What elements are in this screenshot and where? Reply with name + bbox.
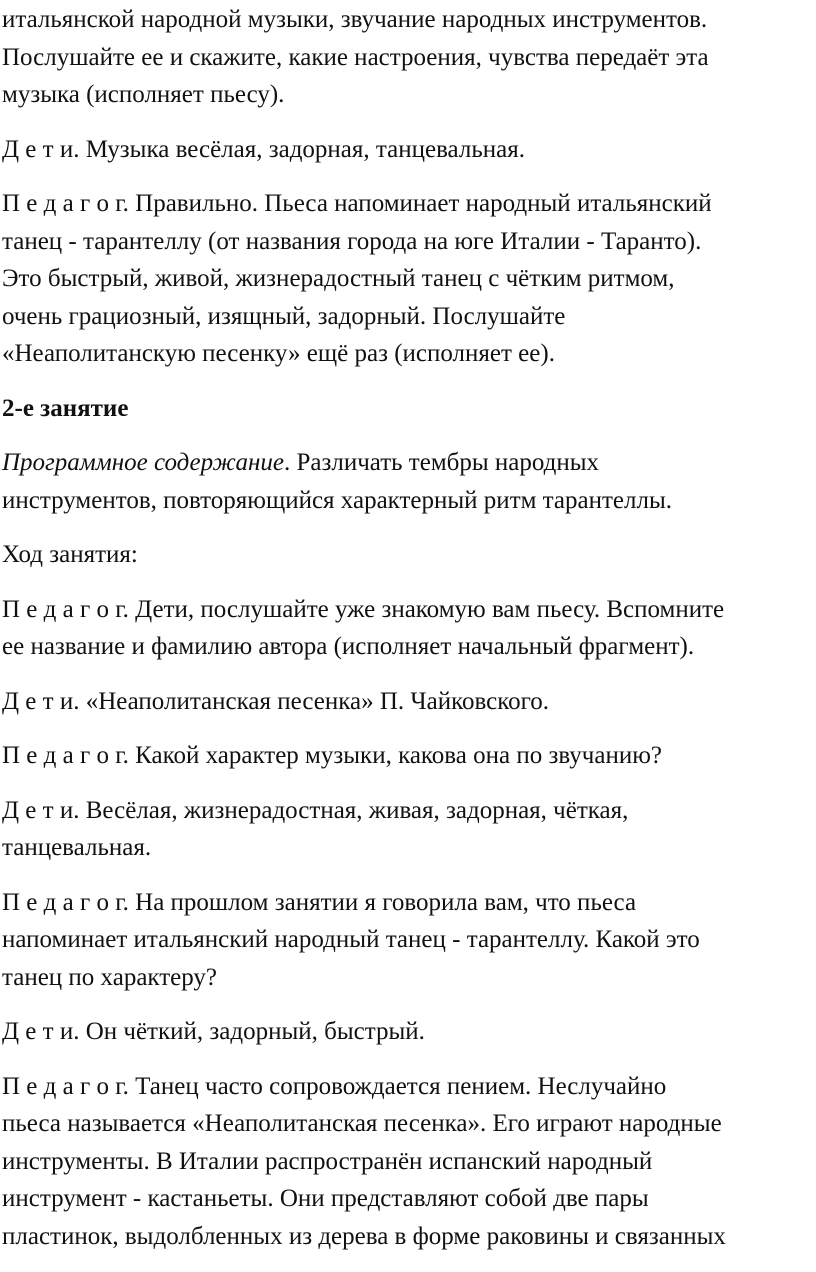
text-line: музыка (исполняет пьесу). [2, 81, 285, 108]
text-line: Д е т и. Он чёткий, задорный, быстрый. [2, 1018, 425, 1045]
paragraph-teacher [2, 884, 815, 997]
program-content [2, 444, 815, 519]
text-line: П е д а г о г. Дети, послушайте уже знакомую вам пьесу. Вспомните [2, 595, 725, 623]
text-line: пластинок, выдолбленных из дерева в форме раковины и связанных [2, 1222, 726, 1250]
text-line [2, 444, 815, 482]
course-label: Ход занятия: [2, 541, 138, 568]
paragraph-children-answer [2, 683, 815, 721]
text-line: пьеса называется «Неаполитанская песенка». Его играют народные [2, 1110, 722, 1137]
text-line: Д е т и. «Неаполитанская песенка» П. Чайковского. [2, 687, 549, 715]
text-line: танец по характеру? [2, 963, 218, 991]
text-line: танцевальная. [2, 834, 152, 861]
text-line: П е д а г о г. Какой характер музыки, какова она по звучанию? [2, 742, 663, 769]
text-line: напоминает итальянский народный танец - тарантеллу. Какой это [2, 926, 700, 953]
text-line: Д е т и. Весёлая, жизнерадостная, живая, задорная, чёткая, [2, 796, 629, 824]
text-line: очень грациозный, изящный, задорный. Послушайте [2, 302, 566, 330]
paragraph-children-answer [2, 792, 815, 867]
text-line: инструментов, повторяющийся характерный ритм тарантеллы. [2, 486, 673, 514]
paragraph-children-answer [2, 131, 815, 169]
text-line: П е д а г о г. Танец часто сопровождается пением. Неслучайно [2, 1072, 667, 1100]
document-page [2, 0, 815, 1272]
text-line: инструмент - кастаньеты. Они представляют собой две пары [2, 1185, 649, 1212]
text-line: итальянской народной музыки, звучание народных инструментов. [2, 6, 708, 33]
text-line: инструменты. В Италии распространён испанский народный [2, 1147, 653, 1175]
paragraph-teacher [2, 185, 815, 373]
paragraph-teacher [2, 737, 815, 775]
text-line: Послушайте ее и скажите, какие настроения, чувства передаёт эта [2, 43, 709, 71]
text-line: Это быстрый, живой, жизнерадостный танец с чётким ритмом, [2, 265, 675, 292]
text-line: П е д а г о г. Правильно. Пьеса напоминает народный итальянский [2, 190, 712, 217]
text-line: ее название и фамилию автора (исполняет начальный фрагмент). [2, 633, 695, 660]
paragraph-teacher [2, 1068, 815, 1256]
text-line: танец - тарантеллу (от названия города на юге Италии - Таранто). [2, 227, 702, 255]
program-text: . Различать тембры народных [283, 449, 600, 476]
text-line: «Неаполитанскую песенку» ещё раз (исполняет ее). [2, 340, 555, 367]
paragraph-teacher [2, 591, 815, 666]
paragraph-intro [2, 1, 815, 114]
paragraph-children-answer [2, 1013, 815, 1051]
text-line: П е д а г о г. На прошлом занятии я говорила вам, что пьеса [2, 888, 637, 916]
program-label: Программное содержание [2, 449, 284, 476]
text-line: Д е т и. Музыка весёлая, задорная, танцевальная. [2, 135, 525, 163]
lesson-heading: 2-е занятие [2, 394, 129, 422]
